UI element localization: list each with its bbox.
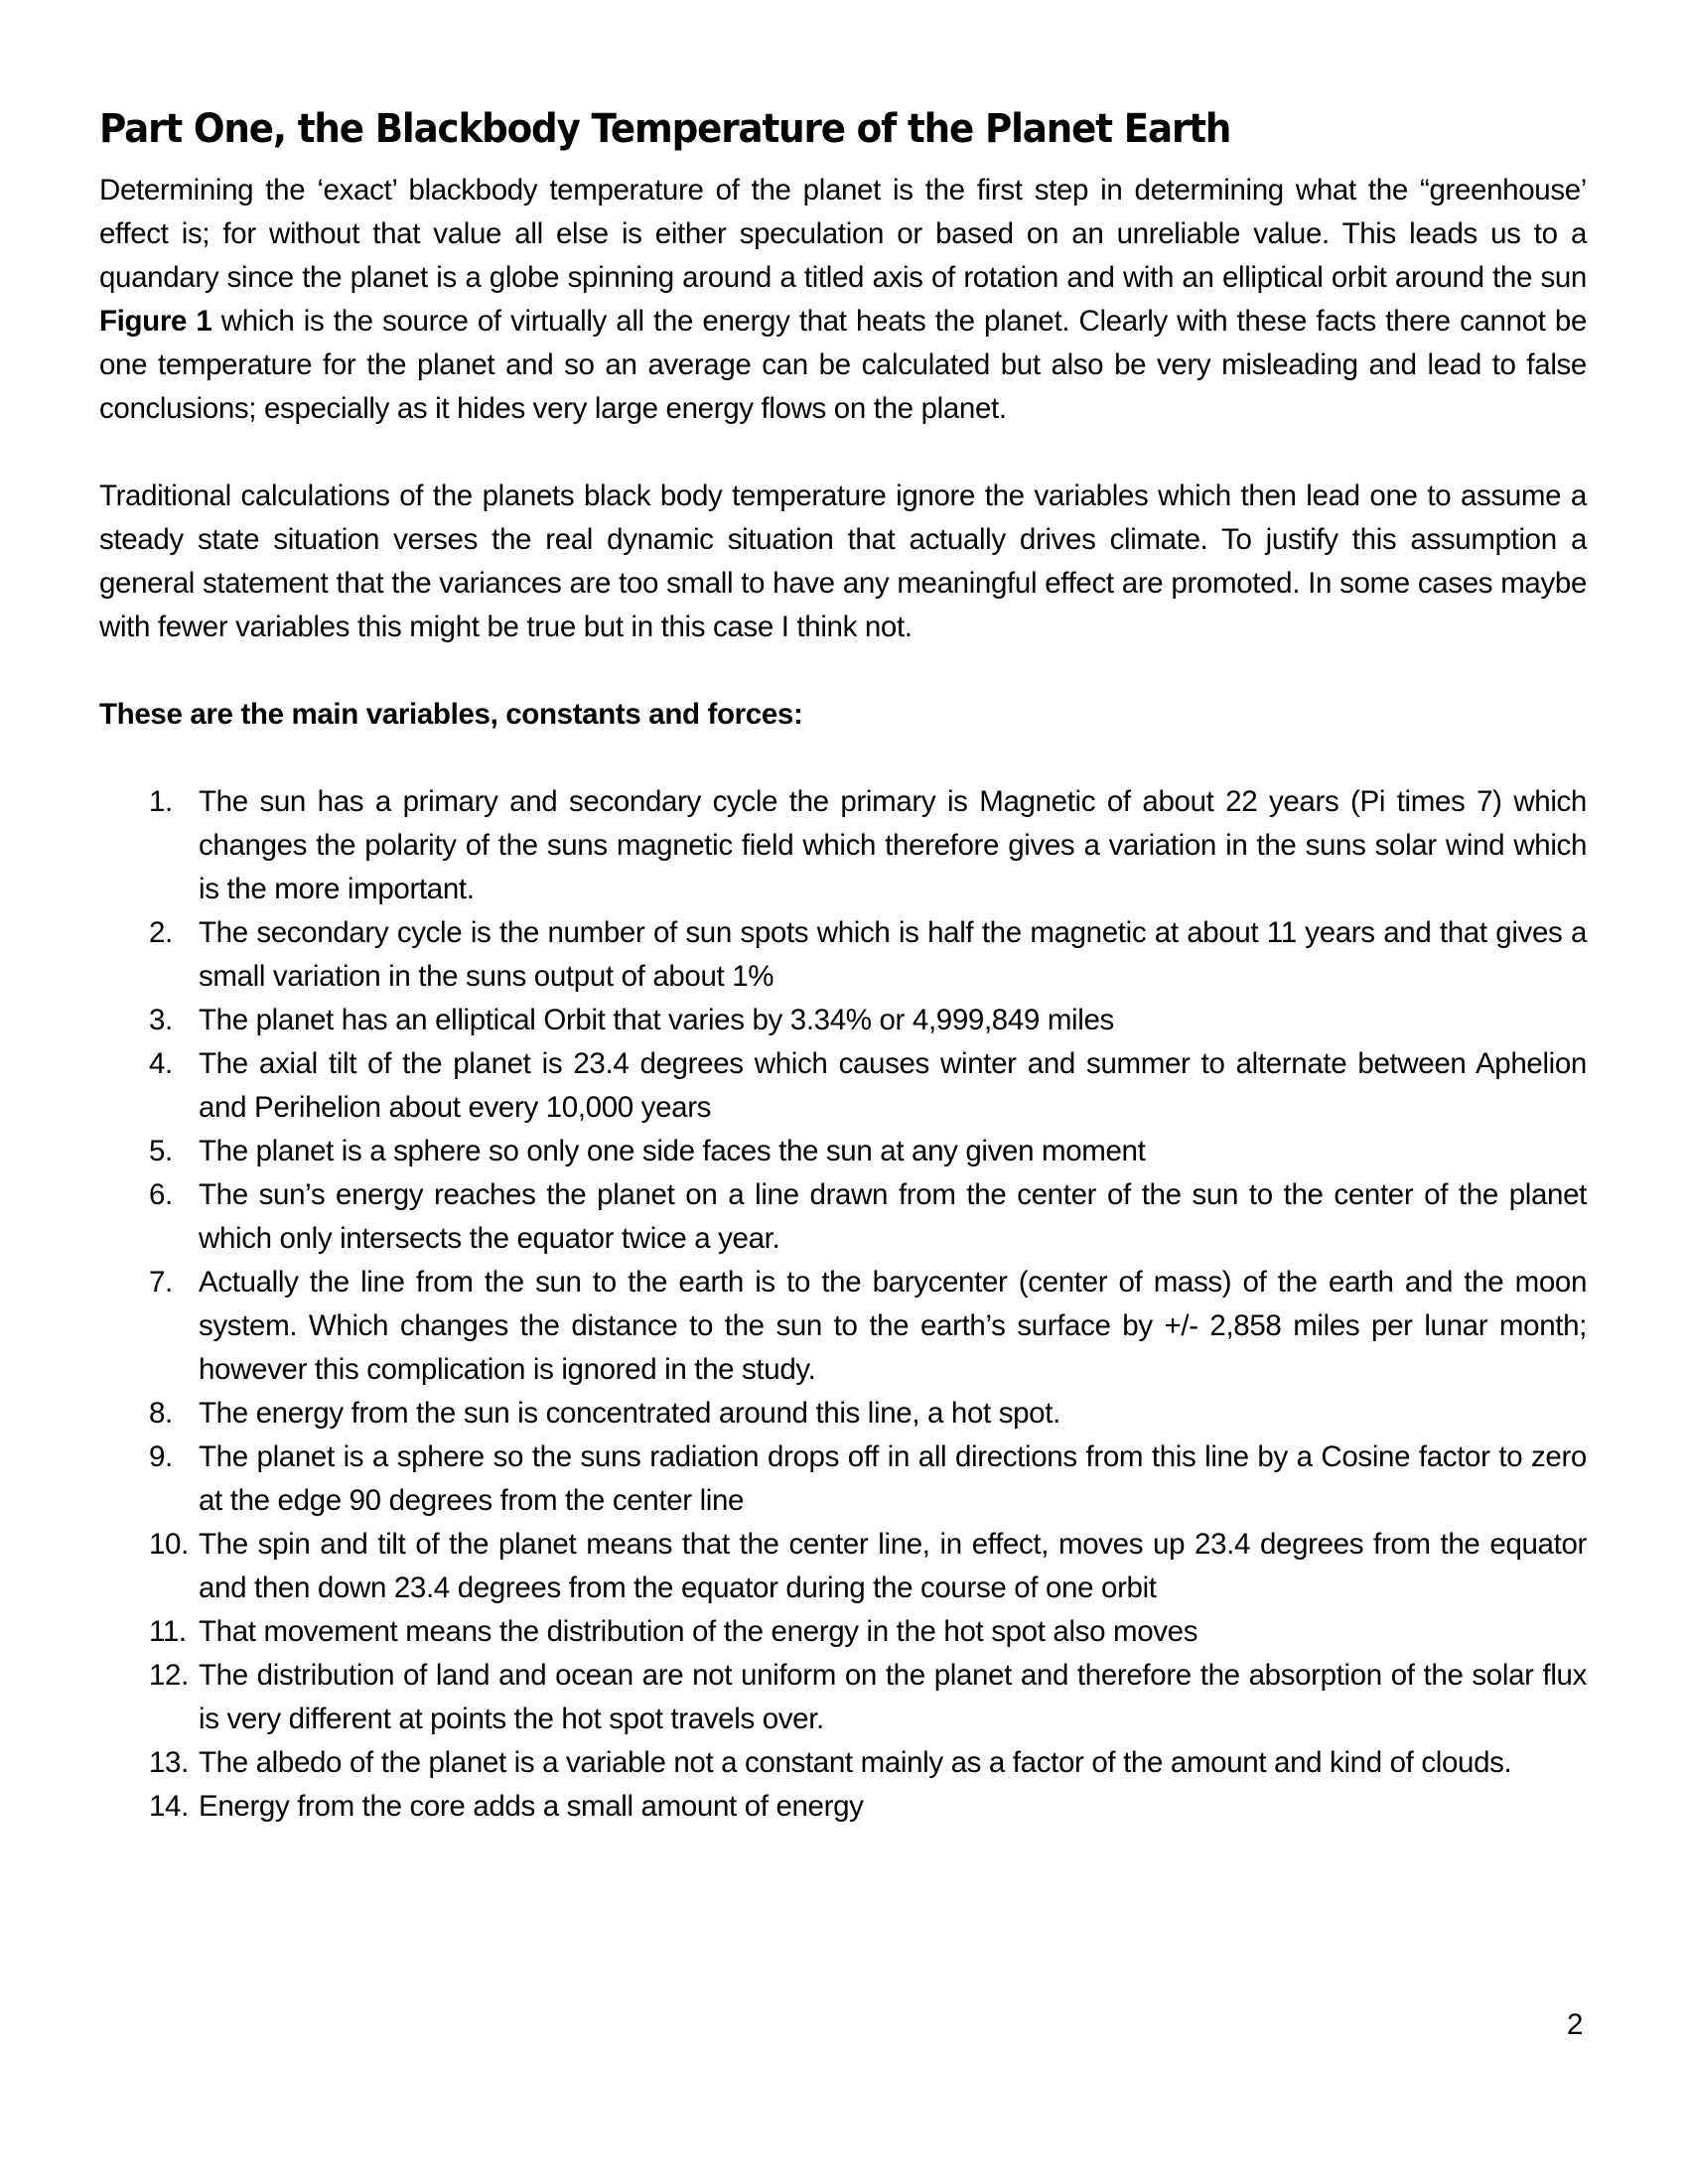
intro-paragraph <box>99 169 1587 431</box>
list-item <box>99 1042 1587 1130</box>
list-item-number: 1. <box>149 785 173 818</box>
list-item <box>99 1435 1587 1523</box>
page-number: 2 <box>1567 2008 1584 2041</box>
list-item-text: The axial tilt of the planet is 23.4 degrees which causes winter and summer to alternate between Aphelion and Perihelion about every 10,000 years <box>199 1047 1587 1124</box>
list-item-number: 13. <box>149 1746 189 1779</box>
list-item-text: The planet is a sphere so only one side faces the sun at any given moment <box>199 1135 1146 1167</box>
list-item-number: 10. <box>149 1528 189 1561</box>
intro-text-before-figure: Determining the ‘exact’ blackbody temperature of the planet is the first step in determining what the “greenhouse’ effect is; for without that value all else is either speculation or based on an unreliable value. This leads us to a quandary since the planet is a globe spinning around a titled axis of rotation and with an elliptical orbit around the sun <box>99 174 1587 294</box>
intro-text-after-figure: which is the source of virtually all the energy that heats the planet. Clearly with these facts there cannot be one temperature for the planet and so an average can be calculated but also be very misleading and lead to false conclusions; especially as it hides very large energy flows on the planet. <box>99 305 1587 425</box>
list-item-text: The albedo of the planet is a variable not a constant mainly as a factor of the amount and kind of clouds. <box>199 1746 1512 1779</box>
list-item-text: The distribution of land and ocean are not uniform on the planet and therefore the absorption of the solar flux is very different at points the hot spot travels over. <box>199 1659 1587 1735</box>
list-item-text: The planet has an elliptical Orbit that varies by 3.34% or 4,999,849 miles <box>199 1004 1114 1036</box>
list-item-number: 4. <box>149 1047 173 1080</box>
list-item <box>99 1610 1587 1654</box>
list-item <box>99 999 1587 1042</box>
list-item <box>99 1785 1587 1829</box>
list-item-number: 8. <box>149 1397 173 1430</box>
document-page <box>99 99 1587 1829</box>
variables-subheading: These are the main variables, constants and forces: <box>99 698 803 731</box>
list-item-text: Energy from the core adds a small amount of energy <box>199 1790 864 1823</box>
figure-reference: Figure 1 <box>99 305 212 338</box>
list-item <box>99 911 1587 999</box>
list-item-number: 9. <box>149 1440 173 1473</box>
list-item-text: The energy from the sun is concentrated around this line, a hot spot. <box>199 1397 1060 1430</box>
list-item-number: 5. <box>149 1135 173 1167</box>
list-item <box>99 1392 1587 1435</box>
list-item-number: 7. <box>149 1266 173 1298</box>
list-item-number: 6. <box>149 1178 173 1211</box>
list-item-number: 2. <box>149 916 173 949</box>
list-item-text: The planet is a sphere so the suns radiation drops off in all directions from this line by a Cosine factor to zero at the edge 90 degrees from the center line <box>199 1440 1587 1517</box>
list-item-text: The sun has a primary and secondary cycle the primary is Magnetic of about 22 years (Pi times 7) which changes the polarity of the suns magnetic field which therefore gives a variation in the suns solar wind which is the more important. <box>199 785 1587 905</box>
traditional-calculations-paragraph: Traditional calculations of the planets black body temperature ignore the variables which then lead one to assume a steady state situation verses the real dynamic situation that actually drives climate. To justify this assumption a general statement that the variances are too small to have any meaningful effect are promoted. In some cases maybe with fewer variables this might be true but in this case I think not. <box>99 479 1587 643</box>
list-item <box>99 1261 1587 1392</box>
list-item-text: That movement means the distribution of the energy in the hot spot also moves <box>199 1615 1198 1648</box>
list-item <box>99 780 1587 911</box>
list-item-number: 12. <box>149 1659 189 1692</box>
list-item-text: The secondary cycle is the number of sun spots which is half the magnetic at about 11 years and that gives a small variation in the suns output of about 1% <box>199 916 1587 993</box>
list-item-number: 11. <box>149 1615 187 1648</box>
list-item-text: The spin and tilt of the planet means that the center line, in effect, moves up 23.4 degrees from the equator and then down 23.4 degrees from the equator during the course of one orbit <box>199 1528 1587 1604</box>
list-item-text: Actually the line from the sun to the earth is to the barycenter (center of mass) of the earth and the moon system. Which changes the distance to the sun to the earth’s surface by +/- 2,858 miles per lunar month; however this complication is ignored in the study. <box>199 1266 1587 1386</box>
list-item-text: The sun’s energy reaches the planet on a line drawn from the center of the sun to the center of the planet which only intersects the equator twice a year. <box>199 1178 1587 1255</box>
list-item-number: 14. <box>149 1790 189 1823</box>
list-item <box>99 1173 1587 1261</box>
list-item <box>99 1130 1587 1173</box>
list-item <box>99 1654 1587 1741</box>
variables-list <box>99 780 1587 1829</box>
list-item-number: 3. <box>149 1004 173 1036</box>
section-title: Part One, the Blackbody Temperature of the Planet Earth <box>99 106 1231 152</box>
list-item <box>99 1523 1587 1610</box>
list-item <box>99 1741 1587 1785</box>
